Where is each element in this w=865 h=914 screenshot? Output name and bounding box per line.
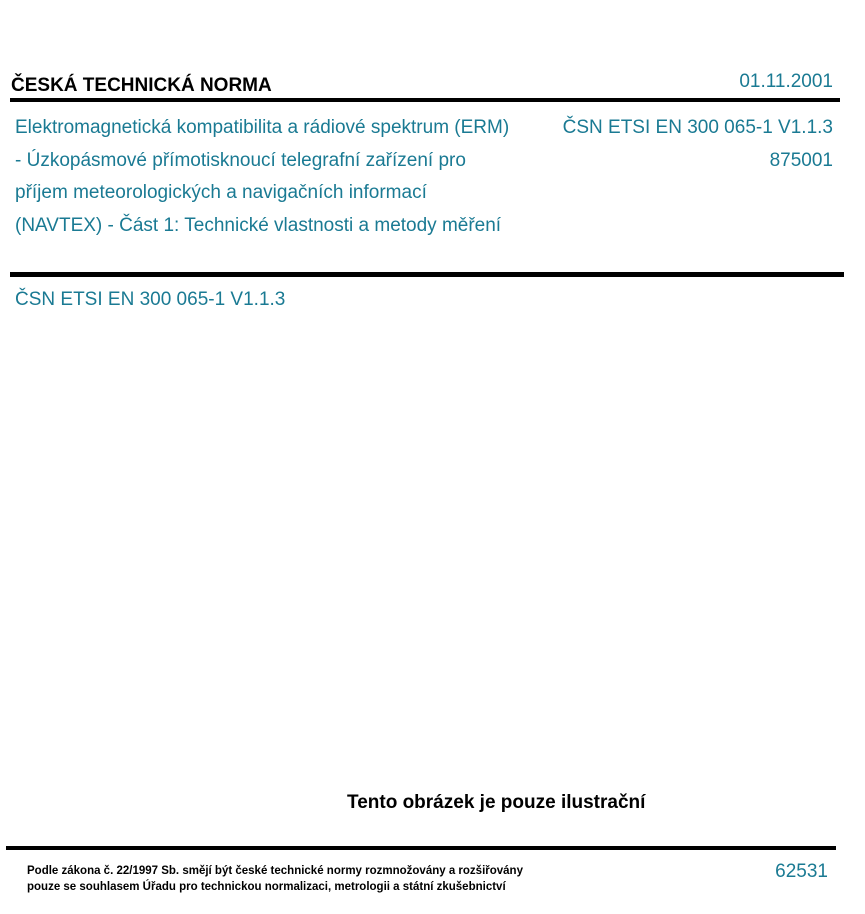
- designation-subtitle: ČSN ETSI EN 300 065-1 V1.1.3: [15, 289, 286, 310]
- standard-designation: ČSN ETSI EN 300 065-1 V1.1.3: [562, 117, 833, 138]
- illustrative-note: Tento obrázek je pouze ilustrační: [347, 792, 646, 813]
- standard-title: Elektromagnetická kompatibilita a rádiové spektrum (ERM) - Úzkopásmové přímotisknoucí telegrafní zařízení pro příjem meteorologických a navigačních informací (NAVTEX) - Část 1: Technické vlastnosti a metody měření: [15, 117, 510, 236]
- document-number: 62531: [775, 861, 828, 882]
- class-code: 875001: [769, 149, 833, 171]
- header-divider: [10, 98, 840, 102]
- legal-notice-line-2: pouze se souhlasem Úřadu pro technickou normalizaci, metrologii a státní zkušebnictví: [27, 881, 506, 893]
- footer-divider: [6, 846, 836, 850]
- title-divider: [10, 272, 844, 277]
- legal-notice-line-1: Podle zákona č. 22/1997 Sb. smějí být české technické normy rozmnožovány a rozšiřovány: [27, 865, 523, 877]
- legal-notice: [27, 863, 523, 895]
- norm-label: ČESKÁ TECHNICKÁ NORMA: [11, 75, 272, 96]
- standard-designation-block: [563, 112, 833, 177]
- issue-date: 01.11.2001: [739, 71, 833, 92]
